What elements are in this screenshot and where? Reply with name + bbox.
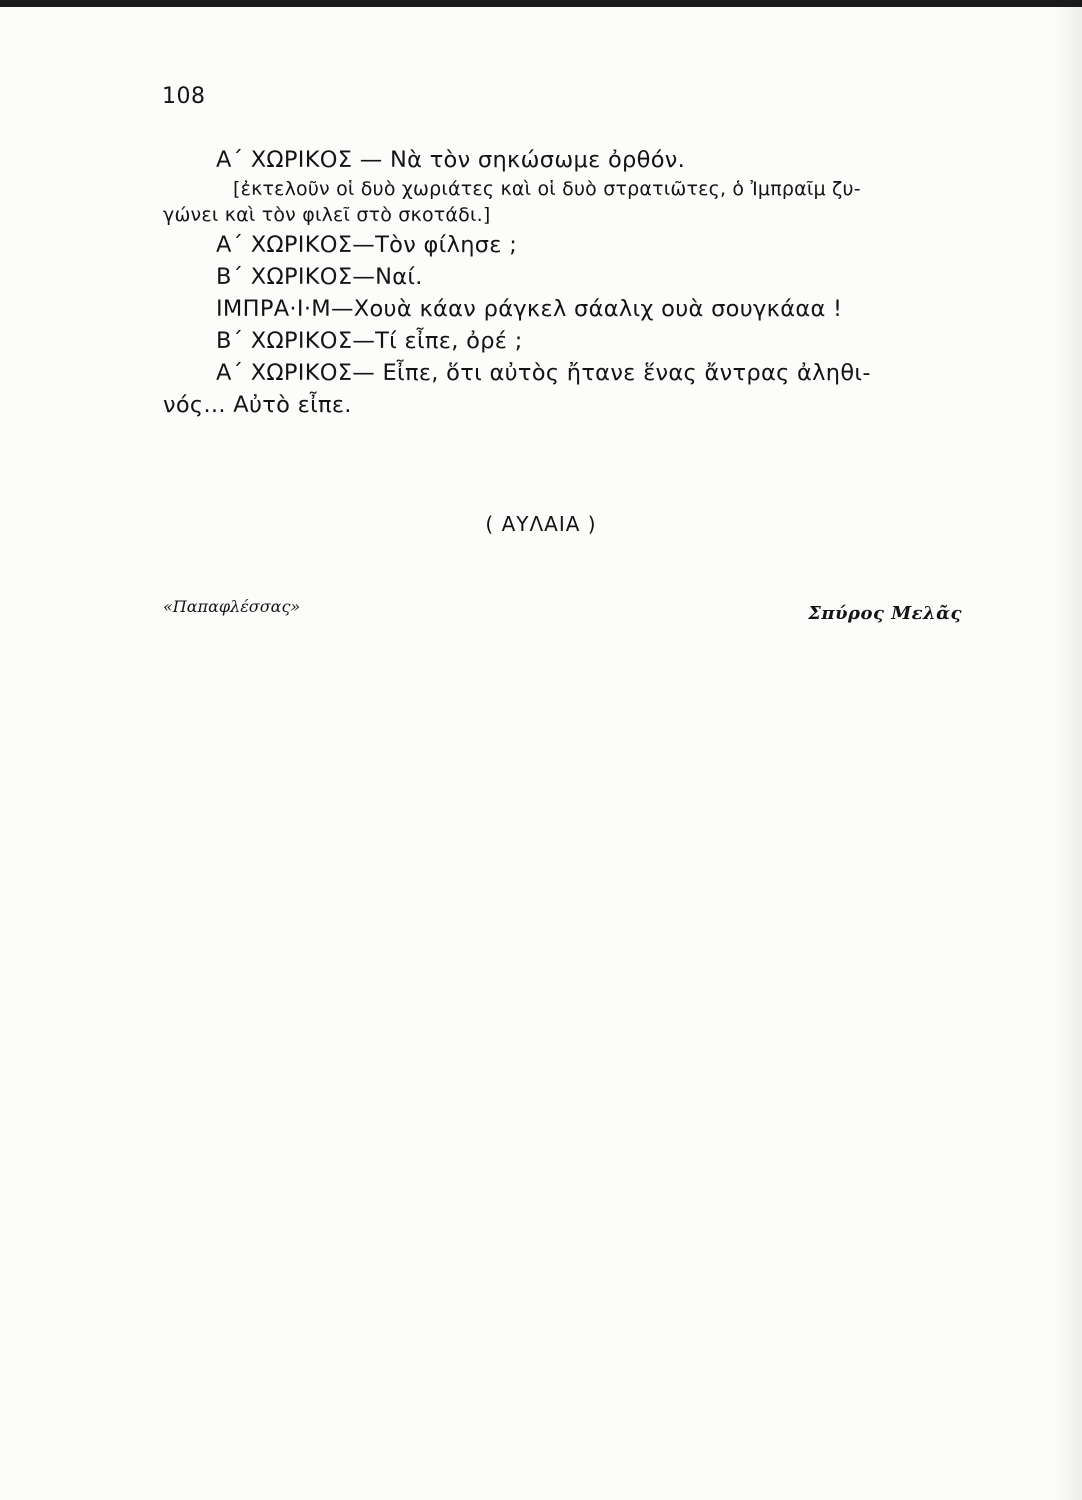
dialogue-line: Β΄ ΧΩΡΙΚΟΣ—Τί εἶπε, ὀρέ ; [216,328,523,354]
stage-direction-line: γώνει καὶ τὸν φιλεῖ στὸ σκοτάδι.] [163,204,491,226]
dialogue-line: ΙΜΠΡΑ·Ι·Μ—Χουὰ κάαν ράγκελ σάαλιχ ουὰ σουγκάαα ! [216,296,843,322]
scan-top-edge [0,0,1082,7]
scan-right-shadow [1054,0,1082,1500]
author-signature: Σπύρος Μελᾶς [808,603,962,624]
dialogue-block [163,145,1008,420]
dialogue-line: Α΄ ΧΩΡΙΚΟΣ — Νὰ τὸν σηκώσωμε ὀρθόν. [216,147,686,173]
dialogue-line: νός... Αὐτὸ εἶπε. [163,392,352,418]
stage-direction-line: [ἐκτελοῦν οἱ δυὸ χωριάτες καὶ οἱ δυὸ στρατιῶτες, ὁ Ἰμπραῖμ ζυ- [233,178,861,200]
dialogue-line: Β΄ ΧΩΡΙΚΟΣ—Ναί. [216,264,423,290]
curtain-label: ( ΑΥΛΑΙΑ ) [485,512,597,536]
dialogue-line: Α΄ ΧΩΡΙΚΟΣ— Εἶπε, ὅτι αὐτὸς ἤτανε ἕνας ἄντρας ἀληθι- [216,360,871,386]
dialogue-line: Α΄ ΧΩΡΙΚΟΣ—Τὸν φίλησε ; [216,232,518,258]
page-number: 108 [162,84,206,109]
source-title: «Παπαφλέσσας» [163,597,301,616]
